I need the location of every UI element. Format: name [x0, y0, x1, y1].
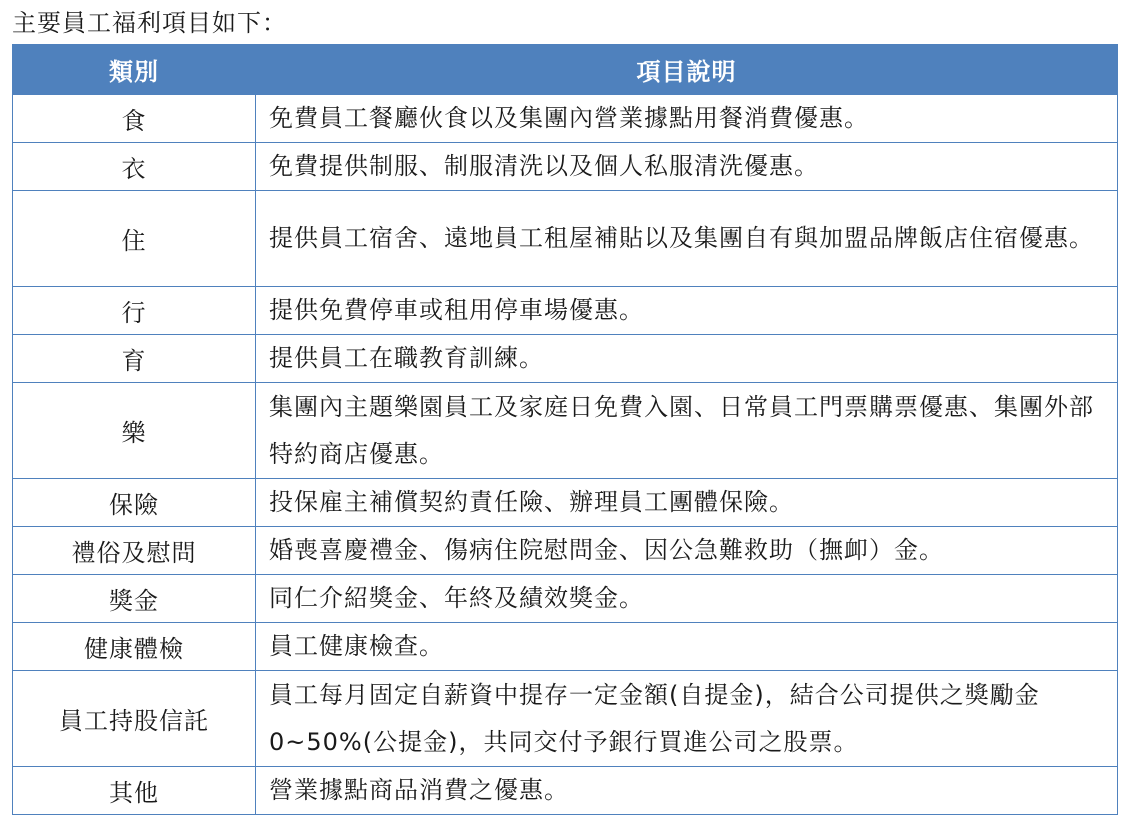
table-row: [13, 671, 1118, 767]
row-description: 提供免費停車或租用停車場優惠。: [256, 287, 1118, 335]
row-category: 行: [13, 287, 256, 335]
table-row: [13, 527, 1118, 575]
row-description: 提供員工宿舍、遠地員工租屋補貼以及集團自有與加盟品牌飯店住宿優惠。: [256, 191, 1118, 287]
table-row: [13, 95, 1118, 143]
row-description: 營業據點商品消費之優惠。: [256, 767, 1118, 815]
table-header: [13, 45, 1118, 95]
intro-text: 主要員工福利項目如下：: [12, 9, 287, 37]
row-description: 提供員工在職教育訓練。: [256, 335, 1118, 383]
row-description: 同仁介紹獎金、年終及績效獎金。: [256, 575, 1118, 623]
row-description: 集團內主題樂園員工及家庭日免費入園、日常員工門票購票優惠、集團外部特約商店優惠。: [256, 383, 1118, 479]
row-description: 免費員工餐廳伙食以及集團內營業據點用餐消費優惠。: [256, 95, 1118, 143]
table-row: [13, 623, 1118, 671]
row-category: 員工持股信託: [13, 671, 256, 767]
row-category: 食: [13, 95, 256, 143]
row-description: 投保雇主補償契約責任險、辦理員工團體保險。: [256, 479, 1118, 527]
row-category: 育: [13, 335, 256, 383]
row-category: 樂: [13, 383, 256, 479]
table-body: [13, 95, 1118, 815]
header-description: 項目說明: [256, 45, 1118, 95]
row-category: 健康體檢: [13, 623, 256, 671]
row-description: 員工健康檢查。: [256, 623, 1118, 671]
table-row: [13, 335, 1118, 383]
header-row: [13, 45, 1118, 95]
table-row: [13, 287, 1118, 335]
row-category: 保險: [13, 479, 256, 527]
table-row: [13, 143, 1118, 191]
row-category: 其他: [13, 767, 256, 815]
table-row: [13, 479, 1118, 527]
table-row: [13, 767, 1118, 815]
row-category: 禮俗及慰問: [13, 527, 256, 575]
row-category: 衣: [13, 143, 256, 191]
row-description: 員工每月固定自薪資中提存一定金額(自提金)，結合公司提供之獎勵金0~50%(公提金)，共同交付予銀行買進公司之股票。: [256, 671, 1118, 767]
row-category: 住: [13, 191, 256, 287]
row-description: 免費提供制服、制服清洗以及個人私服清洗優惠。: [256, 143, 1118, 191]
table-row: [13, 383, 1118, 479]
header-category: 類別: [13, 45, 256, 95]
row-description: 婚喪喜慶禮金、傷病住院慰問金、因公急難救助（撫卹）金。: [256, 527, 1118, 575]
benefits-table: [12, 44, 1118, 815]
row-category: 獎金: [13, 575, 256, 623]
table-row: [13, 575, 1118, 623]
table-row: [13, 191, 1118, 287]
